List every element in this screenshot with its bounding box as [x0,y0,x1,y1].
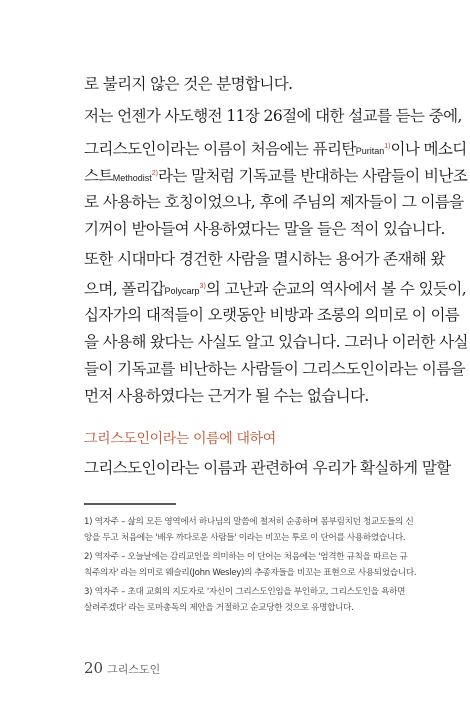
body-text: 이나 메소디 [390,140,467,159]
body-text-line: 들이 기독교를 비난하는 사람들이 그리스도인이라는 이름을 [84,360,465,378]
body-text-line: 로 사용하는 호칭이었으나, 후에 주님의 제자들이 그 이름을 [84,193,464,211]
body-text: 의 고난과 순교의 역사에서 볼 수 있듯이, [205,280,467,299]
footnote-line: 2) 역자주 – 오늘날에는 감리교인을 의미하는 이 단어는 처음에는 '엄격한 규칙을 따르는 규 [84,552,408,562]
footnote-line: 3) 역자주 – 초대 교회의 지도자로 '자신이 그리스도인임을 부인하고, 그리스도인을 욕하면 [84,587,406,597]
body-text: 그리스도인이라는 이름이 처음에는 퓨리탄 [84,140,356,159]
latin-annotation: Polycarp [164,286,200,297]
page-number: 20 [84,659,104,677]
body-text-line: 십자가의 대적들이 오랫동안 비방과 조롱의 의미로 이 이름 [84,306,460,324]
body-text: 라는 말처럼 기독교를 반대하는 사람들이 비난조 [158,167,468,186]
body-text: 스트 [84,167,113,186]
footnote-marker: 2) [151,170,159,177]
body-text-line: 을 사용해 왔다는 사실도 알고 있습니다. 그러나 이러한 사실 [84,333,468,351]
body-text-line [84,277,467,301]
body-text-line: 기꺼이 받아들여 사용하였다는 말을 들은 적이 있습니다. [84,220,445,238]
footnote-line: 앙을 두고 처음에는 '배우 까다로운 사람들' 이라는 비꼬는 투로 이 단어를 사용하였습니다. [84,533,406,543]
body-text: 으며, 폴리갑 [84,280,165,299]
footnote-marker: 3) [199,283,206,290]
body-text-line: 그리스도인이라는 이름과 관련하여 우리가 확실하게 말할 [84,459,451,477]
body-text-line: 저는 언젠가 사도행전 11장 26절에 대한 설교를 듣는 중에, [84,107,462,125]
footnote-divider [84,503,176,505]
body-text-line [84,137,467,161]
footnote-line: 1) 역자주 – 삶의 모든 영역에서 하나님의 말씀에 철저히 순종하며 몸부림치던 청교도들의 신 [84,517,414,527]
footnote-line: 살려주겠다' 라는 로마총독의 제안을 거절하고 순교당한 것으로 유명합니다. [84,603,354,613]
latin-annotation: Puritan [355,146,385,157]
footnote-line: 칙주의자' 라는 의미로 웨슬리(John Wesley)의 추종자들을 비꼬는 표현으로 사용되었습니다. [84,568,417,578]
footnote-marker: 1) [384,143,391,150]
body-text-line: 먼저 사용하였다는 근거가 될 수는 없습니다. [84,387,369,405]
body-text-line: 또한 시대마다 경건한 사람을 멸시하는 용어가 존재해 왔 [84,250,445,268]
section-heading: 그리스도인이라는 이름에 대하여 [84,431,276,447]
latin-annotation: Methodist [112,173,152,184]
body-text-line [84,164,468,188]
page-footer [84,658,160,677]
running-title: 그리스도인 [107,663,161,676]
body-text-line: 로 불리지 않은 것은 분명합니다. [84,75,293,93]
